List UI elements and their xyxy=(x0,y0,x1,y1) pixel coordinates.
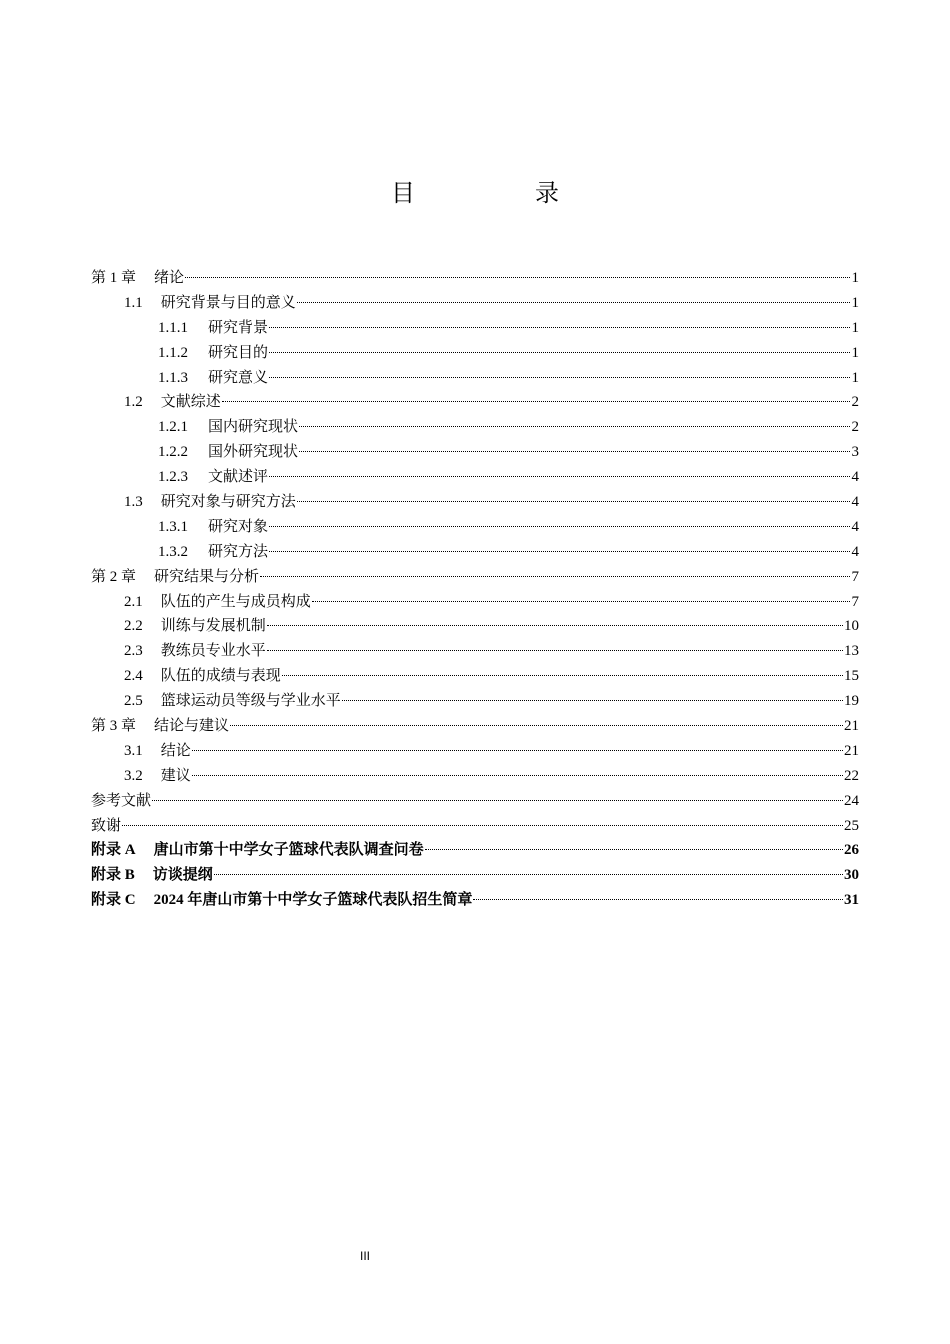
toc-entry-number: 2.5 xyxy=(124,693,143,710)
toc-entry-title: 研究背景 xyxy=(208,319,269,336)
toc-entry-title: 篮球运动员等级与学业水平 xyxy=(160,693,341,710)
toc-entry-page: 4 xyxy=(851,543,859,560)
toc-entry-number: 2.2 xyxy=(124,618,143,635)
page-number: III xyxy=(359,1249,370,1263)
toc-entry[interactable] xyxy=(91,291,859,316)
toc-entry-page: 19 xyxy=(844,693,859,710)
toc-entry[interactable] xyxy=(91,639,859,664)
toc-entry-page: 7 xyxy=(851,593,859,610)
toc-entry-number: 1.3.2 xyxy=(158,543,188,560)
toc-entry[interactable] xyxy=(91,689,859,714)
toc-entry-title: 研究目的 xyxy=(208,344,269,361)
toc-entry[interactable] xyxy=(91,714,859,739)
toc-entry-title: 教练员专业水平 xyxy=(160,643,266,660)
toc-entry-number: 第 2 章 xyxy=(91,568,137,585)
toc-entry-page: 25 xyxy=(844,817,859,834)
toc-entry-number: 1.1.3 xyxy=(158,369,188,386)
toc-entry-title: 建议 xyxy=(160,767,191,784)
toc-entry-title: 国内研究现状 xyxy=(208,419,299,436)
dot-leader xyxy=(185,277,850,278)
toc-entry-title: 结论 xyxy=(160,742,191,759)
toc-entry[interactable] xyxy=(91,764,859,789)
toc-entry-number: 3.1 xyxy=(124,742,143,759)
toc-entry-page: 10 xyxy=(844,618,859,635)
dot-leader xyxy=(192,750,843,751)
toc-entry-title: 研究意义 xyxy=(208,369,269,386)
toc-entry[interactable] xyxy=(91,739,859,764)
dot-leader xyxy=(269,551,850,552)
toc-entry-title: 参考文献 xyxy=(91,792,152,809)
toc-entry[interactable] xyxy=(91,415,859,440)
toc-entry-page: 7 xyxy=(851,568,859,585)
toc-entry-number: 1.1 xyxy=(124,294,143,311)
dot-leader xyxy=(269,526,850,527)
toc-entry[interactable] xyxy=(91,440,859,465)
toc-entry-number: 第 3 章 xyxy=(91,718,137,735)
toc-entry-title: 文献综述 xyxy=(160,394,221,411)
toc-entry-page: 3 xyxy=(851,444,859,461)
toc-entry-page: 2 xyxy=(851,394,859,411)
dot-leader xyxy=(222,401,850,402)
dot-leader xyxy=(312,601,850,602)
toc-entry-title: 结论与建议 xyxy=(154,718,230,735)
table-of-contents xyxy=(91,266,859,913)
toc-entry-number: 1.3 xyxy=(124,494,143,511)
dot-leader xyxy=(269,352,850,353)
toc-entry-number: 2.3 xyxy=(124,643,143,660)
toc-entry-page: 4 xyxy=(851,494,859,511)
dot-leader xyxy=(269,476,850,477)
toc-entry-title: 研究对象 xyxy=(208,518,269,535)
toc-entry-title: 研究方法 xyxy=(208,543,269,560)
toc-entry-page: 13 xyxy=(844,643,859,660)
toc-entry-page: 1 xyxy=(851,294,859,311)
toc-entry[interactable] xyxy=(91,863,859,888)
toc-entry-page: 4 xyxy=(851,518,859,535)
toc-entry-page: 1 xyxy=(851,319,859,336)
toc-entry-title: 队伍的成绩与表现 xyxy=(160,668,281,685)
toc-entry-title: 2024 年唐山市第十中学女子篮球代表队招生简章 xyxy=(153,892,473,909)
dot-leader xyxy=(230,725,843,726)
toc-entry-title: 队伍的产生与成员构成 xyxy=(160,593,311,610)
dot-leader xyxy=(267,650,843,651)
toc-entry-page: 2 xyxy=(851,419,859,436)
toc-entry[interactable] xyxy=(91,814,859,839)
toc-entry-page: 21 xyxy=(844,742,859,759)
toc-entry-number: 第 1 章 xyxy=(91,270,137,286)
toc-entry-number: 1.3.1 xyxy=(158,518,188,535)
dot-leader xyxy=(192,775,843,776)
dot-leader xyxy=(269,327,850,328)
toc-entry-title: 文献述评 xyxy=(208,469,269,486)
toc-entry-number: 附录 C xyxy=(91,892,136,909)
toc-entry-number: 1.2.1 xyxy=(158,419,188,436)
toc-entry-number: 2.4 xyxy=(124,668,143,685)
toc-entry-page: 30 xyxy=(844,867,859,884)
dot-leader xyxy=(342,700,843,701)
dot-leader xyxy=(299,451,850,452)
toc-entry-number: 1.2.2 xyxy=(158,444,188,461)
toc-entry[interactable] xyxy=(91,838,859,863)
toc-entry-page: 26 xyxy=(844,842,859,859)
toc-entry-page: 1 xyxy=(851,270,859,286)
page-title: 目 录 xyxy=(391,181,607,207)
dot-leader xyxy=(269,377,850,378)
toc-entry[interactable] xyxy=(91,590,859,615)
toc-entry[interactable] xyxy=(91,540,859,565)
toc-entry-title: 研究对象与研究方法 xyxy=(160,494,296,511)
toc-entry[interactable] xyxy=(91,614,859,639)
toc-entry-number: 附录 A xyxy=(91,842,136,859)
toc-entry-number: 附录 B xyxy=(91,867,135,884)
toc-entry[interactable] xyxy=(91,888,859,913)
toc-entry[interactable] xyxy=(91,366,859,391)
toc-entry-page: 15 xyxy=(844,668,859,685)
dot-leader xyxy=(282,675,843,676)
dot-leader xyxy=(122,825,843,826)
toc-entry-page: 24 xyxy=(844,792,859,809)
toc-entry-number: 1.2 xyxy=(124,394,143,411)
toc-entry-page: 1 xyxy=(851,369,859,386)
toc-entry[interactable] xyxy=(91,316,859,341)
toc-entry-title: 访谈提纲 xyxy=(152,867,213,884)
toc-entry[interactable] xyxy=(91,465,859,490)
toc-entry-title: 致谢 xyxy=(91,817,122,834)
dot-leader xyxy=(260,576,850,577)
dot-leader xyxy=(152,800,843,801)
toc-entry[interactable] xyxy=(91,565,859,590)
toc-entry[interactable] xyxy=(91,266,859,291)
toc-entry-title: 国外研究现状 xyxy=(208,444,299,461)
toc-entry[interactable] xyxy=(91,789,859,814)
toc-entry-title: 研究背景与目的意义 xyxy=(160,294,296,311)
toc-entry-number: 3.2 xyxy=(124,767,143,784)
toc-entry[interactable] xyxy=(91,341,859,366)
toc-entry-page: 31 xyxy=(844,892,859,909)
dot-leader xyxy=(299,426,850,427)
toc-entry-number: 1.2.3 xyxy=(158,469,188,486)
dot-leader xyxy=(297,501,850,502)
toc-entry-page: 1 xyxy=(851,344,859,361)
dot-leader xyxy=(473,899,843,900)
toc-entry-number: 1.1.1 xyxy=(158,319,188,336)
toc-entry-number: 2.1 xyxy=(124,593,143,610)
dot-leader xyxy=(425,849,843,850)
toc-entry-page: 4 xyxy=(851,469,859,486)
toc-entry-page: 21 xyxy=(844,718,859,735)
toc-entry-title: 绪论 xyxy=(154,270,185,286)
dot-leader xyxy=(214,874,843,875)
toc-entry-title: 训练与发展机制 xyxy=(160,618,266,635)
toc-entry-number: 1.1.2 xyxy=(158,344,188,361)
toc-entry[interactable] xyxy=(91,515,859,540)
toc-entry-page: 22 xyxy=(844,767,859,784)
toc-entry-title: 唐山市第十中学女子篮球代表队调查问卷 xyxy=(153,842,424,859)
toc-entry-title: 研究结果与分析 xyxy=(154,568,260,585)
toc-entry[interactable] xyxy=(91,390,859,415)
dot-leader xyxy=(297,302,850,303)
toc-entry[interactable] xyxy=(91,664,859,689)
dot-leader xyxy=(267,625,843,626)
toc-entry[interactable] xyxy=(91,490,859,515)
